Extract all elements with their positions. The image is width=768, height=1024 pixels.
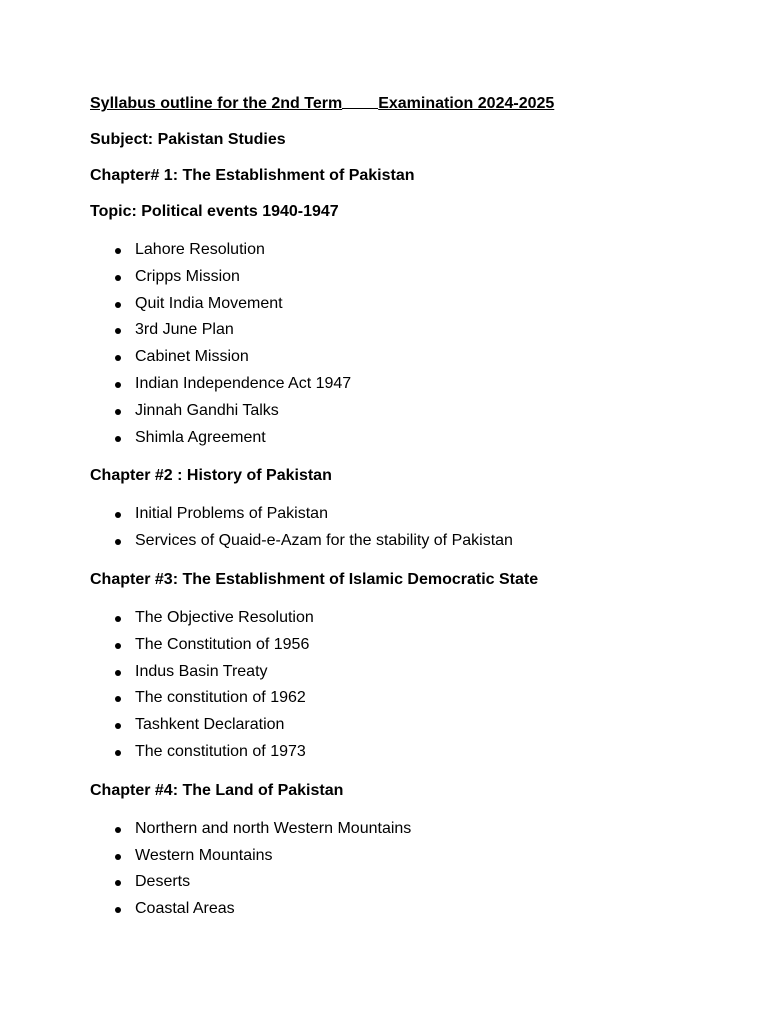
list-item-text: Western Mountains	[135, 846, 273, 864]
chapter-1-heading: Chapter# 1: The Establishment of Pakistan	[90, 167, 415, 184]
list-item	[90, 425, 710, 452]
list-item	[90, 685, 710, 712]
bullet-icon	[115, 409, 121, 415]
bullet-icon	[115, 643, 121, 649]
bullet-icon	[115, 248, 121, 254]
list-item-text: Shimla Agreement	[135, 428, 266, 446]
chapter-3-list	[90, 605, 710, 766]
list-item	[90, 371, 710, 398]
document-title	[90, 93, 710, 115]
list-item-text: The constitution of 1973	[135, 742, 306, 760]
list-item	[90, 896, 710, 923]
bullet-icon	[115, 827, 121, 833]
list-item-text: The Constitution of 1956	[135, 635, 310, 653]
chapter-3-heading: Chapter #3: The Establishment of Islamic Democratic State	[90, 570, 539, 588]
list-item	[90, 291, 710, 318]
bullet-icon	[115, 302, 121, 308]
chapter-4-heading: Chapter #4: The Land of Pakistan	[90, 781, 344, 799]
list-item	[90, 739, 710, 766]
bullet-icon	[115, 382, 121, 388]
title-exam: Examination 2024-2025	[378, 95, 555, 112]
bullet-icon	[115, 854, 121, 860]
list-item	[90, 237, 710, 264]
list-item-text: Services of Quaid-e-Azam for the stability of Pakistan	[135, 532, 513, 550]
list-item-text: The constitution of 1962	[135, 689, 306, 707]
list-item	[90, 659, 710, 686]
bullet-icon	[115, 696, 121, 702]
list-item	[90, 712, 710, 739]
list-item-text: Northern and north Western Mountains	[135, 819, 412, 837]
list-item-text: Jinnah Gandhi Talks	[135, 401, 279, 419]
list-item	[90, 344, 710, 371]
bullet-icon	[115, 670, 121, 676]
bullet-icon	[115, 355, 121, 361]
list-item	[90, 632, 710, 659]
chapter-2-list	[90, 501, 710, 555]
list-item-text: Deserts	[135, 873, 191, 891]
list-item-text: Lahore Resolution	[135, 241, 265, 258]
chapter-1-list	[90, 237, 710, 451]
list-item	[90, 264, 710, 291]
chapter-4-list	[90, 816, 710, 923]
list-item-text: Cabinet Mission	[135, 348, 249, 366]
bullet-icon	[115, 512, 121, 518]
list-item	[90, 816, 710, 843]
list-item-text: Indian Independence Act 1947	[135, 374, 352, 392]
list-item	[90, 528, 710, 555]
title-spacer	[342, 93, 378, 109]
list-item-text: Coastal Areas	[135, 900, 235, 918]
list-item	[90, 605, 710, 632]
list-item-text: The Objective Resolution	[135, 608, 314, 626]
bullet-icon	[115, 750, 121, 756]
bullet-icon	[115, 436, 121, 442]
bullet-icon	[115, 723, 121, 729]
document-page	[90, 93, 710, 937]
list-item-text: Quit India Movement	[135, 294, 283, 312]
list-item	[90, 869, 710, 896]
bullet-icon	[115, 328, 121, 334]
bullet-icon	[115, 616, 121, 622]
list-item-text: Initial Problems of Pakistan	[135, 505, 328, 523]
bullet-icon	[115, 275, 121, 281]
bullet-icon	[115, 539, 121, 545]
list-item	[90, 398, 710, 425]
list-item-text: Cripps Mission	[135, 267, 240, 285]
list-item-text: Indus Basin Treaty	[135, 662, 268, 680]
title-term: Syllabus outline for the 2nd Term	[90, 95, 343, 112]
list-item-text: 3rd June Plan	[135, 321, 234, 339]
bullet-icon	[115, 880, 121, 886]
list-item	[90, 501, 710, 528]
list-item	[90, 843, 710, 870]
chapter-1-topic: Topic: Political events 1940-1947	[90, 203, 339, 220]
chapter-2-heading: Chapter #2 : History of Pakistan	[90, 467, 332, 485]
list-item	[90, 317, 710, 344]
bullet-icon	[115, 907, 121, 913]
subject-heading: Subject: Pakistan Studies	[90, 131, 286, 148]
list-item-text: Tashkent Declaration	[135, 716, 285, 734]
